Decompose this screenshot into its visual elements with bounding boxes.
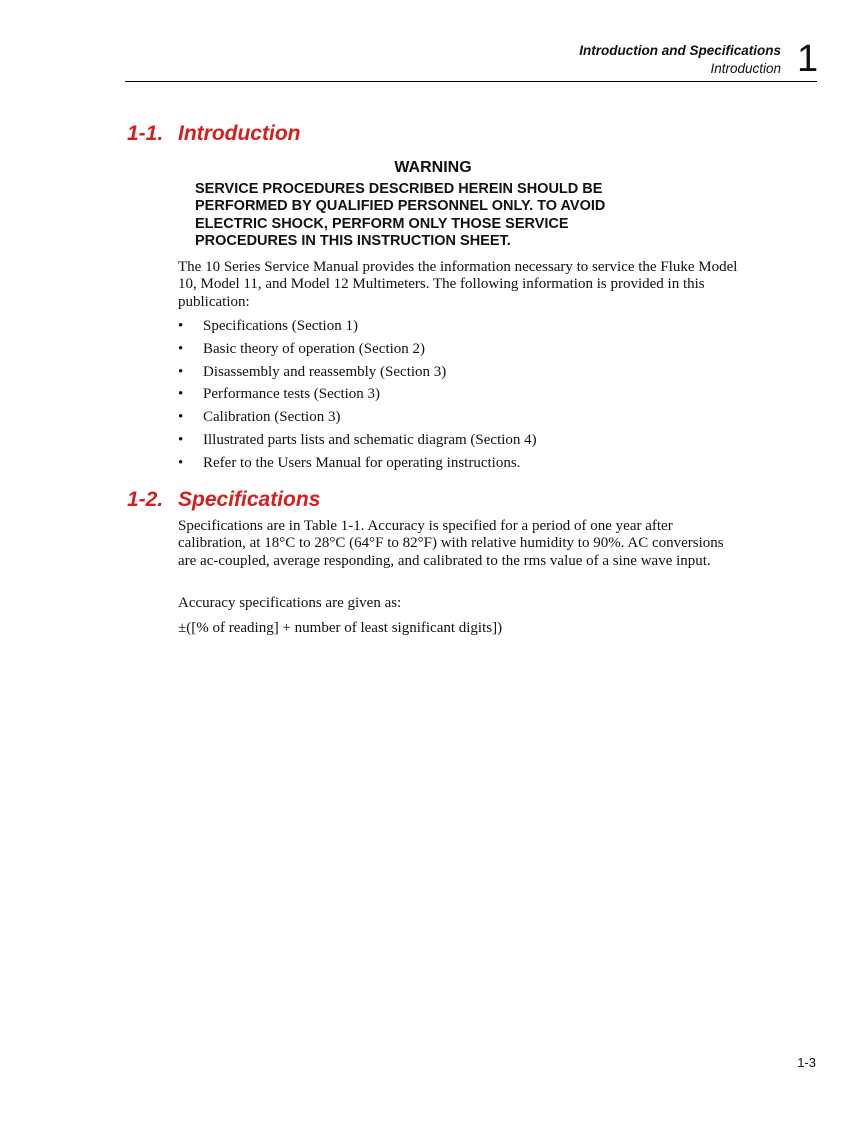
chapter-number: 1: [797, 38, 819, 80]
section-title: Specifications: [178, 488, 321, 511]
list-item: • Illustrated parts lists and schematic diagram (Section 4): [178, 431, 537, 448]
running-header-title: Introduction and Specifications: [579, 43, 781, 58]
specifications-paragraph: Specifications are in Table 1-1. Accuracy is specified for a period of one year after calibration, at 18°C to 28°C (64°F to 82°F) with relative humidity to 90%. AC conversions are ac-coupled, average responding, and calibrated to the rms value of a sine wave input.: [178, 518, 724, 569]
section-title: Introduction: [178, 122, 301, 145]
list-item: • Calibration (Section 3): [178, 409, 341, 426]
list-item: • Specifications (Section 1): [178, 318, 358, 334]
warning-title: WARNING: [394, 159, 472, 176]
warning-text: SERVICE PROCEDURES DESCRIBED HEREIN SHOULD BE PERFORMED BY QUALIFIED PERSONNEL ONLY. TO AVOID ELECTRIC SHOCK, PERFORM ONLY THOSE SERVICE PROCEDURES IN THIS INSTRUCTION SHEET.: [195, 181, 606, 249]
list-item: • Performance tests (Section 3): [178, 386, 381, 403]
running-header-subtitle: Introduction: [710, 61, 781, 76]
list-item: • Basic theory of operation (Section 2): [178, 340, 426, 357]
intro-paragraph: The 10 Series Service Manual provides the information necessary to service the Fluke Model 10, Model 11, and Model 12 Multimeters. The following information is provided in this publication:: [178, 259, 738, 310]
header-rule: [125, 81, 817, 82]
list-item: • Disassembly and reassembly (Section 3): [178, 363, 447, 380]
accuracy-intro: Accuracy specifications are given as:: [178, 595, 402, 611]
section-number: 1-2.: [127, 488, 164, 511]
accuracy-formula: ±([% of reading] + number of least significant digits]): [178, 620, 503, 636]
section-heading-specifications: [127, 488, 320, 512]
section-heading-introduction: [127, 122, 300, 146]
section-number: 1-1.: [127, 122, 164, 145]
contents-list: [178, 317, 537, 477]
list-item: • Refer to the Users Manual for operating instructions.: [178, 454, 521, 471]
page-number: 1-3: [797, 1055, 816, 1070]
